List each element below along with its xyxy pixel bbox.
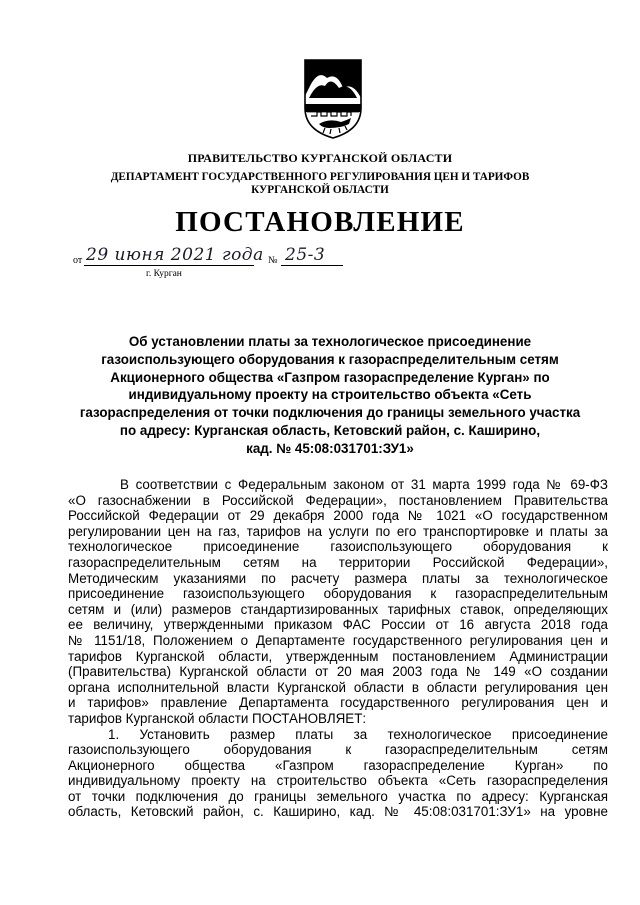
number-underline — [281, 265, 343, 266]
document-title: ПОСТАНОВЛЕНИЕ — [175, 206, 465, 238]
body-line: № 1151/18, Положением о Департаменте государственного регулирования цен и — [68, 632, 608, 648]
issue-place: г. Курган — [146, 269, 182, 279]
subject-line: газораспределения от точки подключения до границы земельного участка — [79, 405, 581, 421]
body-line: регулировании цен на газ, тарифов на услуги по его транспортировке и платы за — [68, 523, 608, 539]
subject-line: Акционерного общества «Газпром газораспределение Курган» по — [110, 369, 550, 385]
number-label: № — [268, 255, 278, 266]
kurgan-coat-of-arms-icon — [303, 58, 363, 140]
body-line: тарифов Курганской области, утвержденным постановлением Администрации — [68, 648, 608, 664]
body-line: 1. Установить размер платы за технологическое присоединение — [108, 726, 608, 742]
handwritten-date: 29 июня 2021 года — [86, 245, 264, 265]
document-body — [68, 477, 608, 820]
body-line: Российской Федерации от 29 декабря 2000 года № 1021 «О государственном — [68, 508, 608, 524]
subject-line: Об установлении платы за технологическое присоединение — [128, 334, 532, 349]
department-name-line: ДЕПАРТАМЕНТ ГОСУДАРСТВЕННОГО РЕГУЛИРОВАНИЯ ЦЕН И ТАРИФОВ — [110, 171, 530, 183]
body-line: Акционерного общества «Газпром газораспределение Курган» по — [68, 757, 608, 773]
subject-line: по адресу: Курганская область, Кетовский район, с. Каширино, — [119, 422, 541, 438]
body-line: (Правительства) Курганской области от 20 мая 2003 года № 149 «О создании — [68, 664, 608, 680]
handwritten-number: 25-3 — [285, 245, 326, 265]
government-name: ПРАВИТЕЛЬСТВО КУРГАНСКОЙ ОБЛАСТИ — [187, 151, 453, 165]
body-line: и тарифов» правление Департамента государственного регулирования цен и — [68, 695, 608, 711]
department-name — [0, 171, 640, 197]
body-line: индивидуальному проекту на строительство объекта «Сеть газораспределения — [68, 773, 608, 789]
department-name-line: КУРГАНСКОЙ ОБЛАСТИ — [251, 184, 389, 196]
body-line: от точки подключения до границы земельного участка по адресу: Курганская — [68, 788, 608, 804]
body-line: газоиспользующего оборудования к газораспределительным сетям — [68, 742, 608, 758]
date-underline — [84, 265, 254, 266]
body-line: ее величину, утвержденными приказом ФАС России от 16 августа 2018 года — [68, 617, 608, 633]
body-line: присоединение газоиспользующего оборудования к газораспределительным — [68, 586, 608, 602]
date-from-label: от — [73, 255, 83, 266]
subject-line: газоиспользующего оборудования к газораспределительным сетям — [101, 351, 559, 367]
body-line: область, Кетовский район, с. Каширино, кад. № 45:08:031701:ЗУ1» на уровне — [68, 804, 608, 820]
subject-line: кад. № 45:08:031701:ЗУ1» — [246, 440, 414, 456]
body-line: технологическое присоединение газоиспользующего оборудования к — [68, 539, 608, 555]
subject-line: индивидуальному проекту на строительство объекта «Сеть — [128, 387, 532, 403]
document-subject — [60, 333, 600, 458]
body-line: сетям и (или) размеров стандартизированных тарифных ставок, определяющих — [68, 601, 608, 617]
body-line: Методическим указаниями по расчету размера платы за технологическое — [68, 570, 608, 586]
body-line: органа исполнительной власти Курганской области в области регулирования цен — [68, 679, 608, 695]
body-line: В соответствии с Федеральным законом от 31 марта 1999 года № 69-ФЗ — [120, 477, 608, 492]
body-line: «О газоснабжении в Российской Федерации», постановлением Правительства — [68, 492, 608, 508]
body-line: газораспределительным сетям на территории Российской Федерации», — [68, 554, 608, 570]
body-line: тарифов Курганской области ПОСТАНОВЛЯЕТ: — [68, 710, 367, 726]
